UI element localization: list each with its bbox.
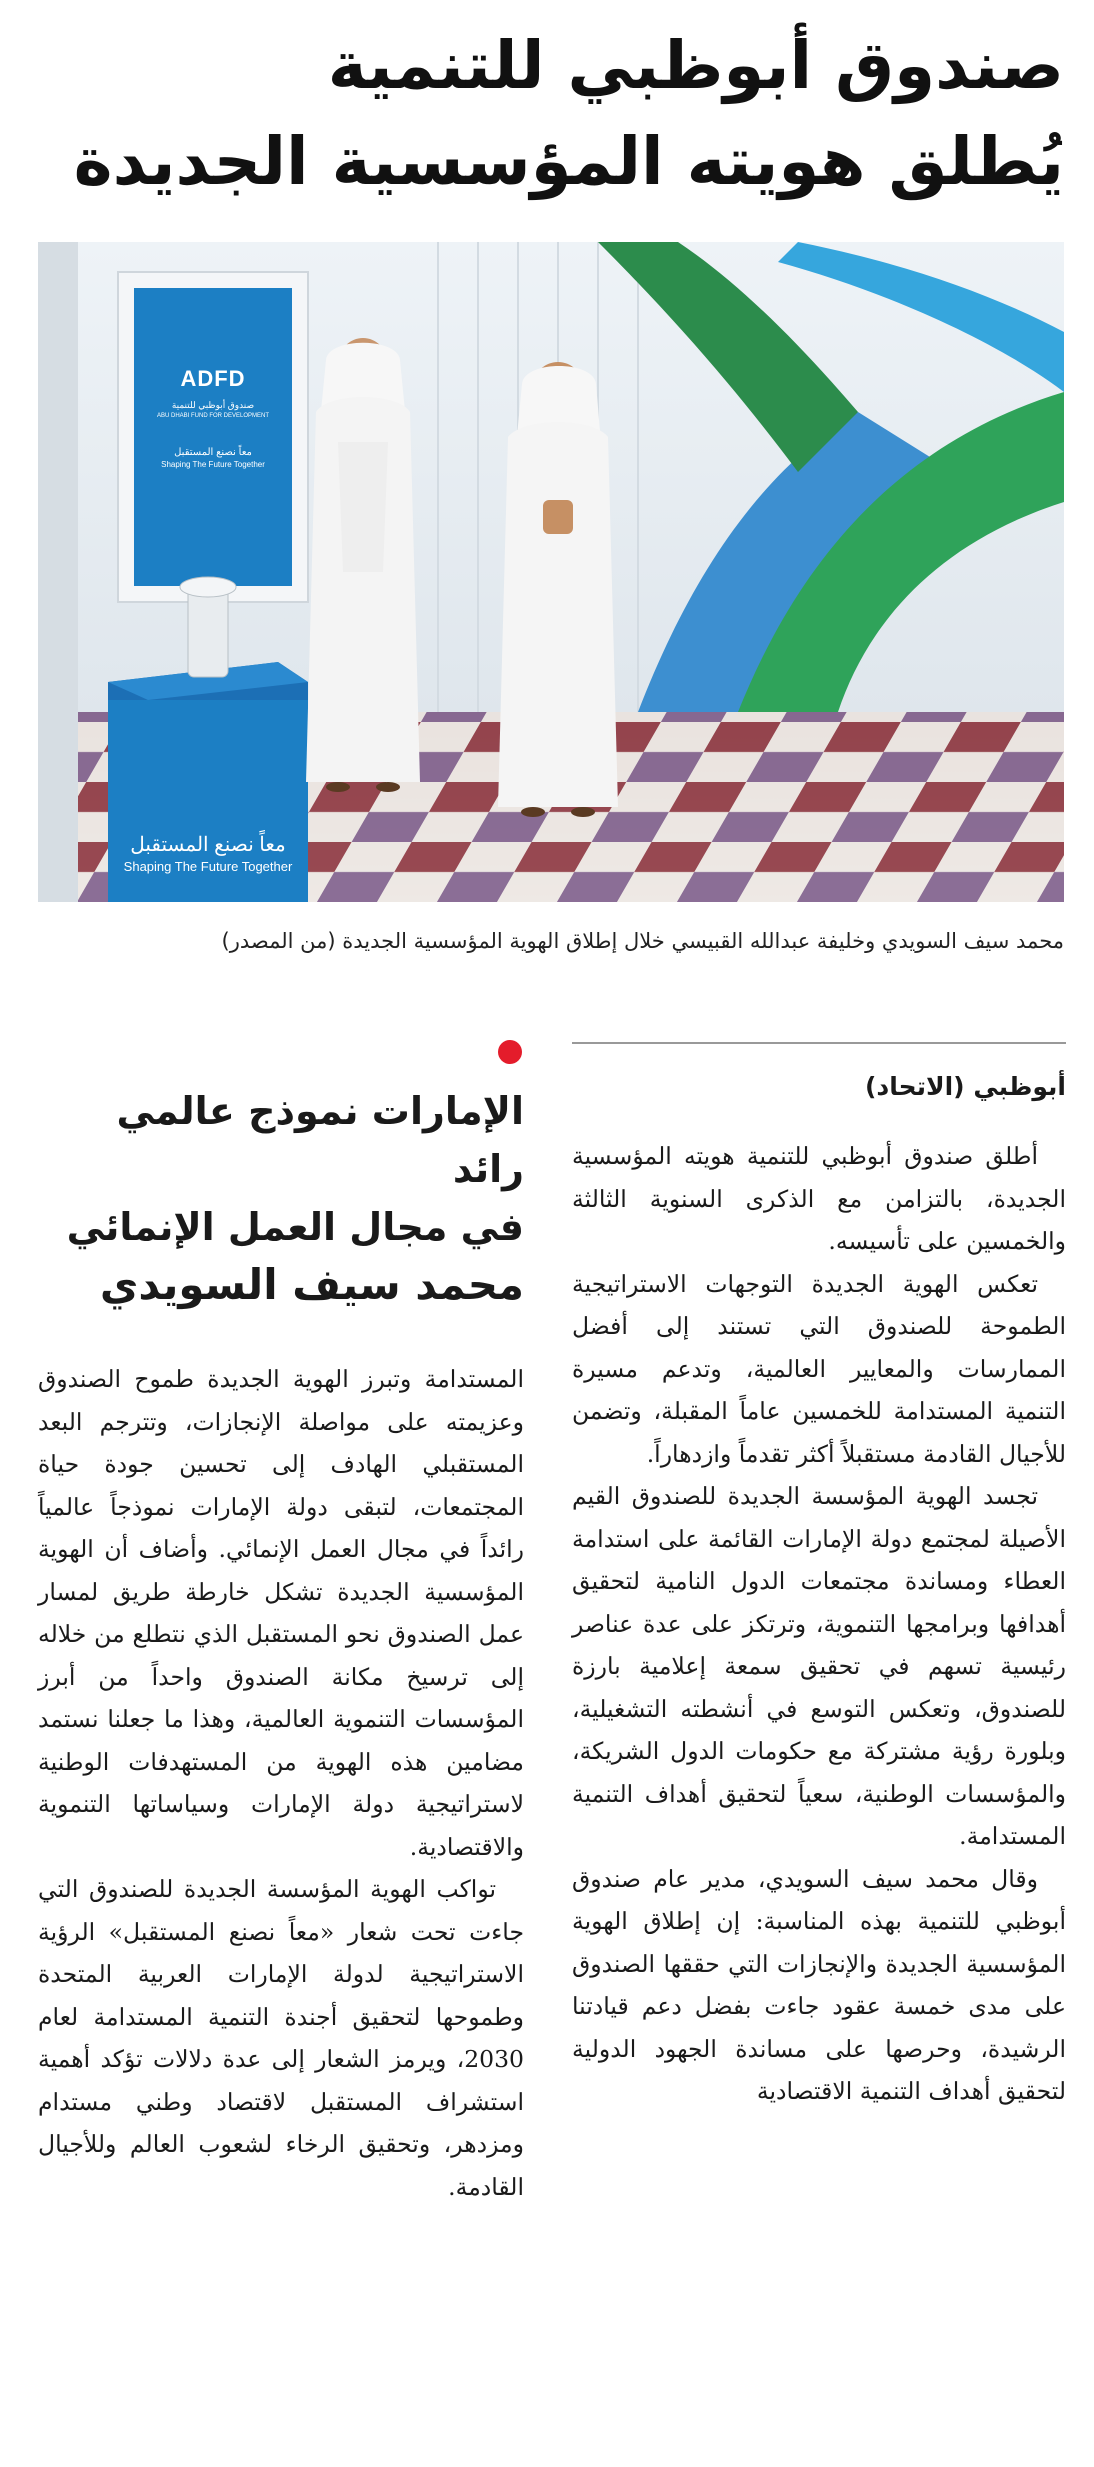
pull-quote-attribution: محمد سيف السويدي bbox=[99, 1260, 524, 1309]
panel-subtitle-ar: صندوق أبوظبي للتنمية bbox=[171, 400, 255, 410]
article-photo bbox=[38, 242, 1064, 902]
paragraph: أطلق صندوق أبوظبي للتنمية هويته المؤسسية الجديدة، بالتزامن مع الذكرى السنوية الثالثة والخمسين على تأسيسه. bbox=[572, 1142, 1066, 1255]
red-bullet-icon bbox=[498, 1040, 522, 1064]
left-column-body bbox=[38, 1358, 524, 2208]
panel-slogan-ar: معاً نصنع المستقبل bbox=[174, 447, 252, 458]
paragraph: تجسد الهوية المؤسسة الجديدة للصندوق القيم الأصيلة لمجتمع دولة الإمارات القائمة على استدامة العطاء ومساندة مجتمعات الدول النامية لتحقيق أهدافها وبرامجها التنموية، وترتكز على عدة عناصر رئيسية تسهم في تحقيق سمعة إعلامية بارزة للصندوق، وتعكس التوسع في أنشطته التشغيلية، وبلورة رؤية مشتركة مع حكومات الدول الشريكة، والمؤسسات الوطنية، سعياً لتحقيق أهداف التنمية المستدامة. bbox=[572, 1482, 1066, 1850]
paragraph: تعكس الهوية الجديدة التوجهات الاستراتيجية الطموحة للصندوق التي تستند إلى أفضل الممارسات والمعايير العالمية، وتدعم مسيرة التنمية المستدامة للخمسين عاماً المقبلة، وتضمن للأجيال القادمة مستقبلاً أكثر تقدماً وازدهاراً. bbox=[572, 1269, 1066, 1468]
podium-text bbox=[108, 832, 308, 874]
right-column-body bbox=[572, 1135, 1066, 2113]
headline-line-2: يُطلق هويته المؤسسية الجديدة bbox=[73, 123, 1064, 200]
pull-quote bbox=[38, 1082, 524, 1314]
article-headline bbox=[24, 18, 1064, 210]
paragraph: وقال محمد سيف السويدي، مدير عام صندوق أبوظبي للتنمية بهذه المناسبة: إن إطلاق الهوية المؤسسية الجديدة والإنجازات التي حققها الصندوق على مدى خمسة عقود جاءت بفضل دعم قيادتنا الرشيدة، وحرصها على مساندة الجهود الدولية لتحقيق أهداف التنمية الاقتصادية bbox=[572, 1864, 1066, 2105]
podium-slogan-en: Shaping The Future Together bbox=[123, 859, 293, 874]
right-column bbox=[572, 1042, 1066, 2113]
pull-quote-line-2: في مجال العمل الإنمائي bbox=[66, 1205, 524, 1249]
paragraph: تواكب الهوية المؤسسة الجديدة للصندوق التي جاءت تحت شعار «معاً نصنع المستقبل» الرؤية الاستراتيجية لدولة الإمارات العربية المتحدة وطموحها لتحقيق أجندة التنمية المستدامة لعام 2030، ويرمز الشعار إلى عدة دلالات تؤكد أهمية استشراف المستقبل لاقتصاد وطني مستدام ومزدهر، وتحقيق الرخاء لشعوب العالم وللأجيال القادمة. bbox=[38, 1875, 524, 2201]
dateline: أبوظبي (الاتحاد) bbox=[864, 1072, 1066, 1101]
photo-caption: محمد سيف السويدي وخليفة عبدالله القبيسي خلال إطلاق الهوية المؤسسية الجديدة (من المصدر) bbox=[221, 929, 1064, 953]
display-panel bbox=[134, 288, 292, 586]
panel-slogan-en: Shaping The Future Together bbox=[161, 460, 265, 469]
paragraph: المستدامة وتبرز الهوية الجديدة طموح الصندوق وعزيمته على مواصلة الإنجازات، وتترجم البعد المستقبلي الهادف إلى تحسين جودة حياة المجتمعات، لتبقى دولة الإمارات نموذجاً عالمياً رائداً في مجال العمل الإنمائي. وأضاف أن الهوية المؤسسية الجديدة تشكل خارطة طريق لمسار عمل الصندوق نحو المستقبل الذي نتطلع من خلاله إلى ترسيخ مكانة الصندوق واحداً من أبرز المؤسسات التنموية العالمية، وهذا ما جعلنا نستمد مضامين هذه الهوية من المستهدفات الوطنية لاستراتيجية دولة الإمارات وسياساتها التنموية والاقتصادية. bbox=[38, 1365, 524, 1861]
column-divider bbox=[572, 1042, 1066, 1044]
headline-line-1: صندوق أبوظبي للتنمية bbox=[327, 27, 1064, 104]
panel-subtitle-en: ABU DHABI FUND FOR DEVELOPMENT bbox=[156, 413, 269, 419]
podium-slogan-ar: معاً نصنع المستقبل bbox=[130, 834, 286, 856]
adfd-logo: ADFD bbox=[180, 366, 246, 391]
pull-quote-line-1: الإمارات نموذج عالمي رائد bbox=[116, 1089, 524, 1191]
left-column bbox=[38, 1082, 524, 2208]
